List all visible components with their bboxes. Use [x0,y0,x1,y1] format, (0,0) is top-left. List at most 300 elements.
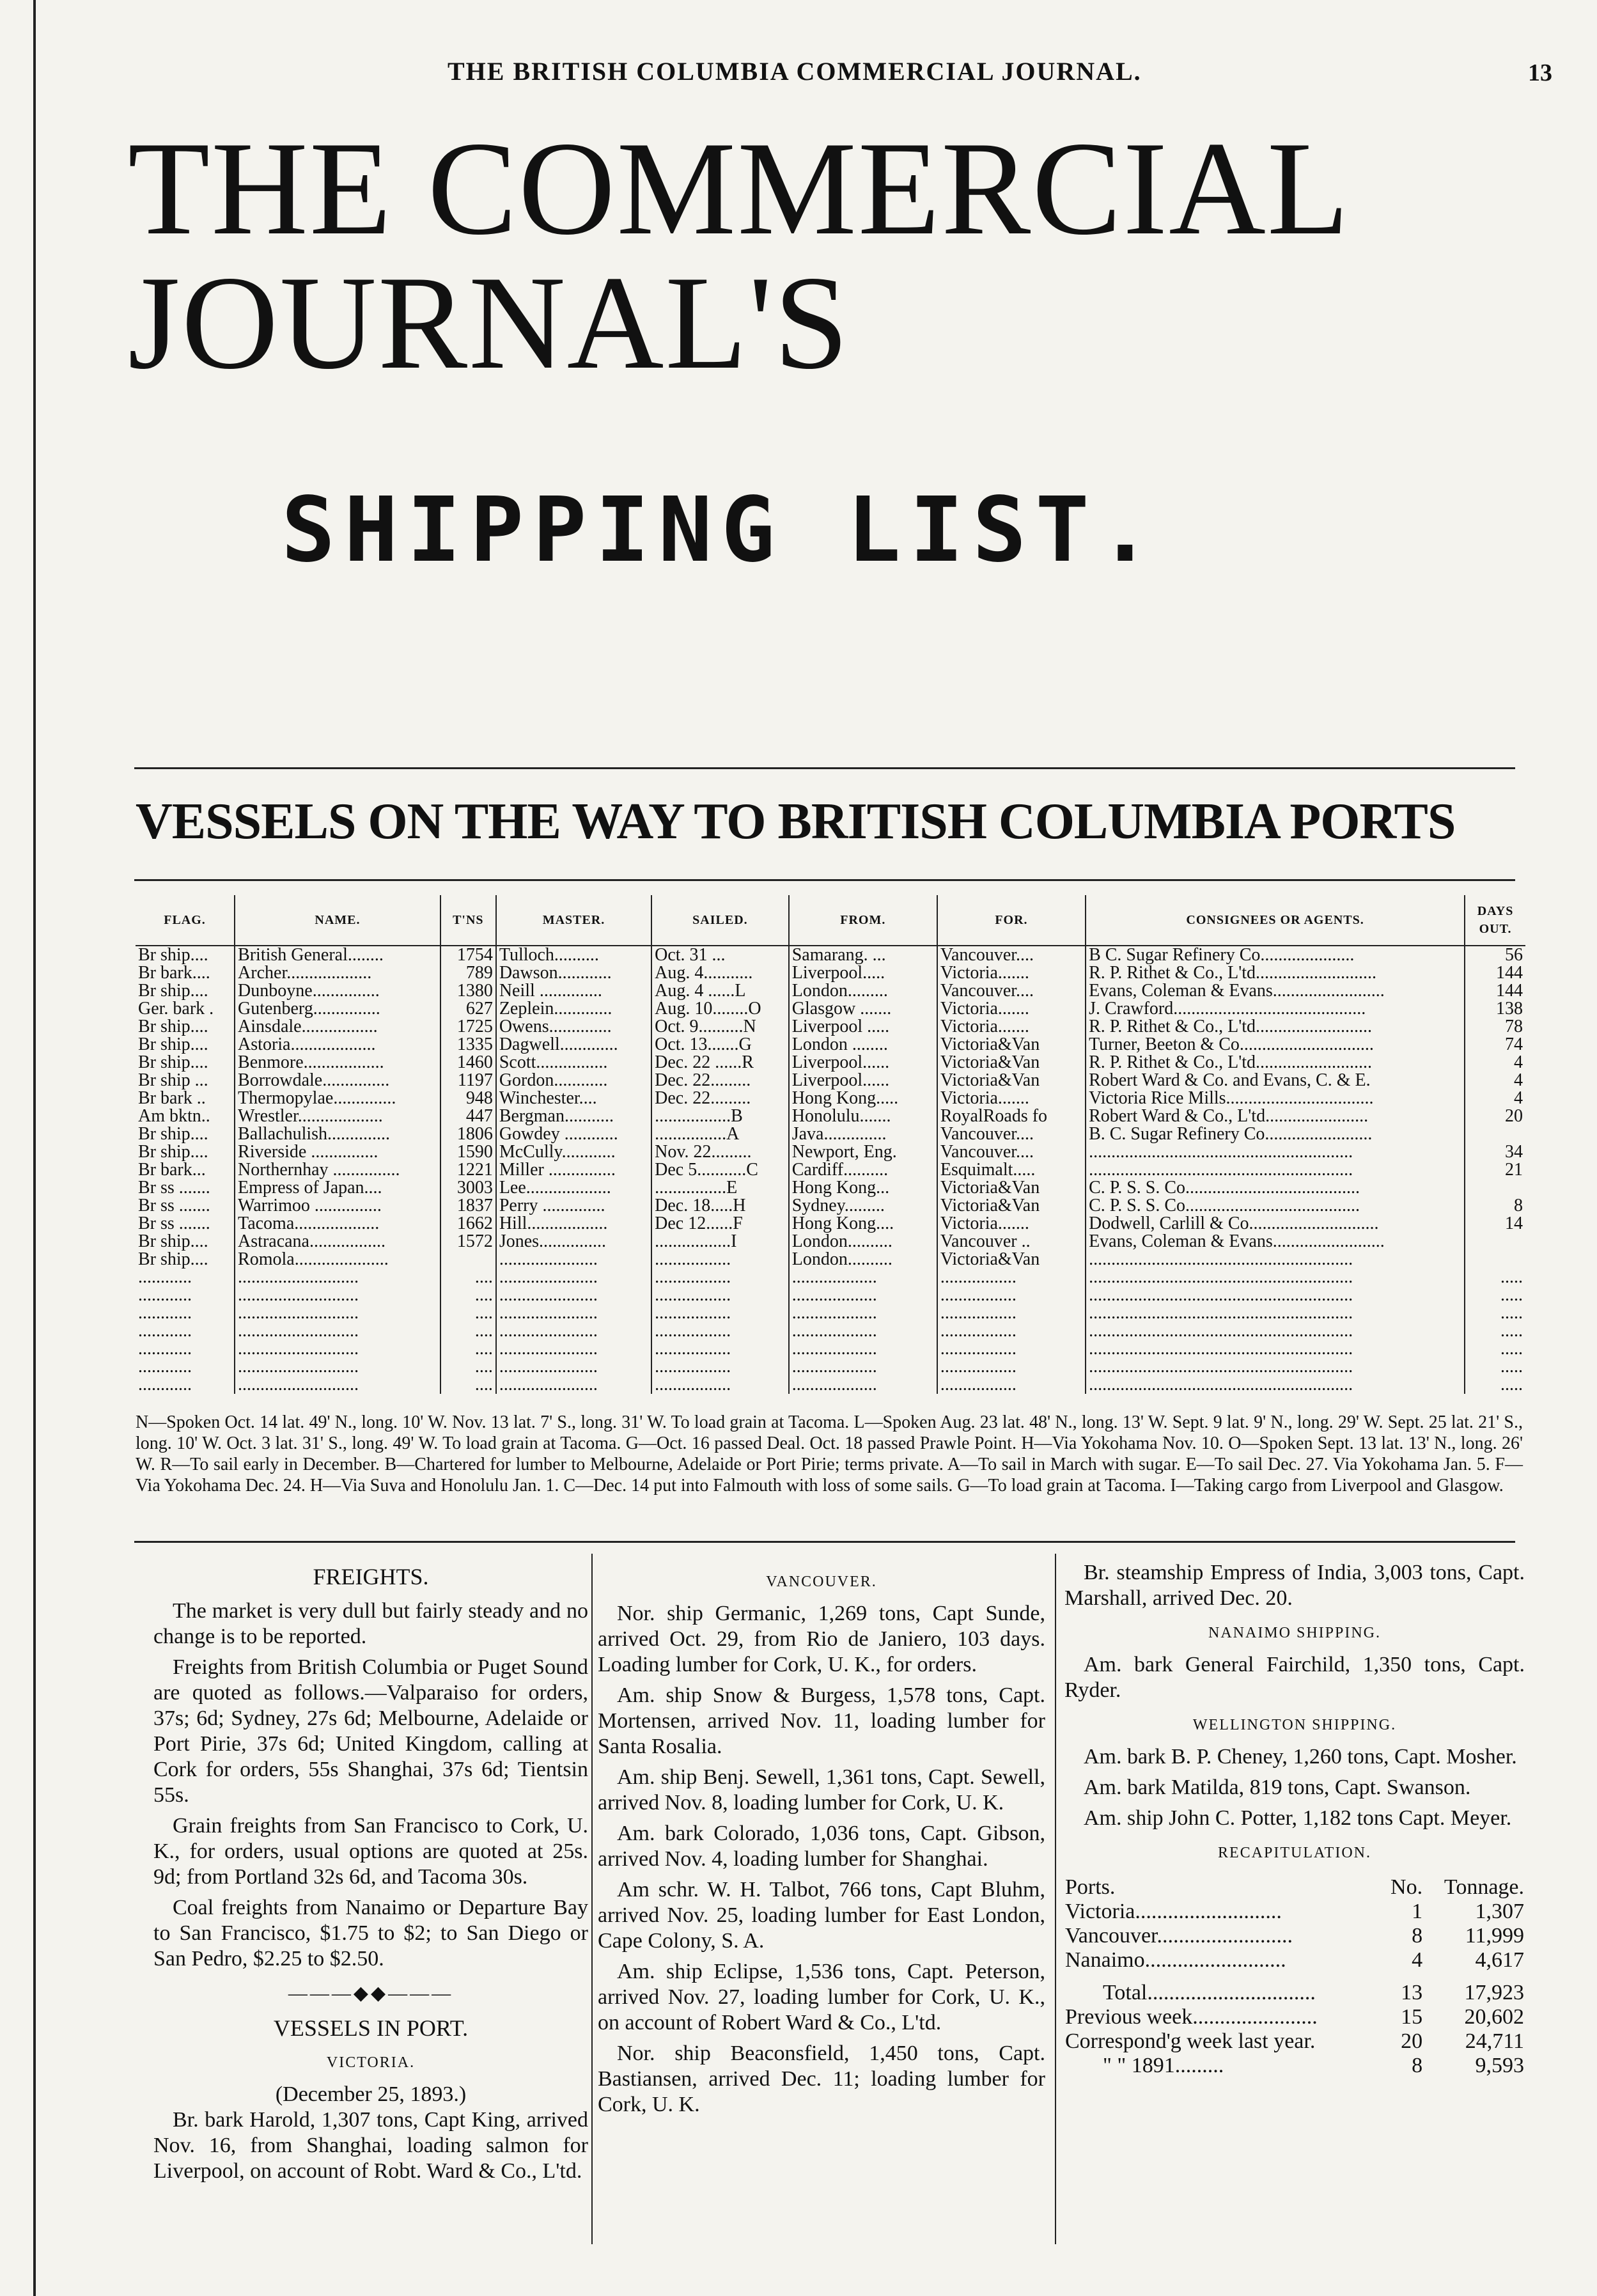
vessel-master: Gowdey ............ [496,1125,651,1143]
vessel-name: ........................... [235,1358,440,1376]
vessel-flag: ............ [138,1340,192,1358]
vessel-consignees: Evans, Coleman & Evans......................... [1086,982,1465,1000]
vessel-tons: 1572 [440,1233,496,1251]
vessel-master: Owens.............. [496,1018,651,1036]
vessel-sailed: ................. [651,1286,789,1304]
vessel-for: Vancouver .. [937,1233,1086,1251]
recap-tonnage: 4,617 [1475,1948,1524,1972]
recap-total-count: 20 [1401,2029,1423,2053]
vessel-tons: 948 [440,1089,496,1107]
recap-total-count: 8 [1412,2054,1423,2077]
vessel-flag: ............ [138,1322,192,1340]
vessels-header-row [136,895,1525,946]
vessel-row [136,982,1525,1000]
vessel-master: Neill .............. [496,982,651,1000]
vessel-master: Gordon............ [496,1072,651,1089]
vessel-tons: 1197 [440,1072,496,1089]
vessel-flag: Br ss ....... [138,1197,210,1215]
main-title: THE COMMERCIAL JOURNAL'S [128,114,1346,397]
vessel-master: Miller ............... [496,1161,651,1179]
vessel-days-out: ..... [1465,1358,1525,1376]
column-header: CONSIGNEES OR AGENTS. [1086,895,1465,946]
column-one [153,1560,588,2189]
vessel-master: Lee................... [496,1179,651,1197]
vessel-name: Archer................... [235,964,440,982]
vessel-master: ...................... [496,1269,651,1286]
vessel-master: ...................... [496,1376,651,1394]
recap-total-label: Total............................... [1103,1981,1316,2004]
vessel-flag: ............ [138,1286,192,1304]
recap-count: 8 [1412,1924,1423,1948]
vessel-consignees: B C. Sugar Refinery Co..................... [1086,946,1465,964]
column-separator [591,1554,593,2244]
vessel-consignees: Evans, Coleman & Evans......................... [1086,1233,1465,1251]
vessel-for: Victoria....... [937,964,1086,982]
in-port-date: (December 25, 1893.) [275,2082,467,2106]
recap-total-row [1064,2054,1525,2078]
vessel-consignees: R. P. Rithet & Co., L'td.......................... [1086,1054,1465,1072]
vessel-days-out: ..... [1465,1269,1525,1286]
vessel-for: RoyalRoads fo [937,1107,1086,1125]
recap-port: Victoria........................... [1065,1900,1282,1923]
recap-total-tonnage: 24,711 [1465,2029,1524,2053]
vessel-name: Northernhay ............... [235,1161,440,1179]
vessel-days-out: ..... [1465,1322,1525,1340]
recap-total-row [1064,2005,1525,2029]
vessel-consignees: C. P. S. S. Co....................................... [1086,1197,1465,1215]
vessel-name: Tacoma................... [235,1215,440,1233]
vessel-from: Hong Kong... [789,1179,937,1197]
vessel-consignees: Robert Ward & Co., L'td....................... [1086,1107,1465,1125]
vessel-name: Dunboyne............... [235,982,440,1000]
vessel-tons: 1837 [440,1197,496,1215]
recap-port: Vancouver......................... [1065,1924,1293,1948]
vancouver-entry: Nor. ship Beaconsfield, 1,450 tons, Capt. Bastiansen, arrived Dec. 11; loading lumber for Cork, U. K. [598,2042,1045,2116]
vessel-name: Romola..................... [235,1251,440,1269]
vessel-consignees: ........................................................... [1086,1376,1465,1394]
vessel-name: ........................... [235,1340,440,1358]
vessel-row [136,1054,1525,1072]
vessel-name: Benmore.................. [235,1054,440,1072]
vessel-tons: 1380 [440,982,496,1000]
vessel-for: ................. [937,1358,1086,1376]
vessel-for: Vancouver.... [937,982,1086,1000]
vessel-consignees: ........................................................... [1086,1269,1465,1286]
vessel-tons: 1335 [440,1036,496,1054]
vessel-row [136,1000,1525,1018]
vessel-row [136,1018,1525,1036]
vessel-name: ........................... [235,1376,440,1394]
recap-tonnage: 11,999 [1465,1924,1524,1948]
vessel-name: Borrowdale............... [235,1072,440,1089]
vessel-sailed: Dec. 18.....H [651,1197,789,1215]
vessel-name: ........................... [235,1269,440,1286]
vessel-consignees: Robert Ward & Co. and Evans, C. & E. [1086,1072,1465,1089]
vessel-sailed: ................. [651,1340,789,1358]
vessel-for: Victoria....... [937,1089,1086,1107]
nanaimo-entry: Am. bark General Fairchild, 1,350 tons, Capt. Ryder. [1064,1653,1525,1702]
vessel-name: Wrestler................... [235,1107,440,1125]
vessel-days-out [1465,1251,1525,1269]
vessel-consignees: ........................................................... [1086,1304,1465,1322]
vessel-tons: .... [440,1286,496,1304]
vancouver-entry: Am schr. W. H. Talbot, 766 tons, Capt Bluhm, arrived Nov. 25, loading lumber for East London, Cape Colony, S. A. [598,1878,1045,1953]
vessel-sailed: ................. [651,1251,789,1269]
vessel-sailed: Dec. 22......... [651,1089,789,1107]
vessel-from: London ........ [789,1036,937,1054]
vessel-from: Hong Kong..... [789,1089,937,1107]
vessel-flag: Ger. bark . [138,1000,214,1018]
vessel-row [136,1143,1525,1161]
vessel-consignees: R. P. Rithet & Co., L'td........................... [1086,964,1465,982]
vancouver-entry: Br. steamship Empress of India, 3,003 tons, Capt. Marshall, arrived Dec. 20. [1064,1561,1525,1610]
vessel-sailed: Nov. 22......... [651,1143,789,1161]
vessel-from: Liverpool..... [789,964,937,982]
vessel-name: Ballachulish.............. [235,1125,440,1143]
vessel-from: Samarang. ... [789,946,937,964]
vessel-sailed: Dec 5...........C [651,1161,789,1179]
vessel-from: London......... [789,982,937,1000]
vessel-from: ................... [789,1358,937,1376]
vessel-tons: .... [440,1304,496,1322]
ornament-divider: ———◆◆——— [288,1983,454,2004]
recap-port: Nanaimo.......................... [1065,1948,1286,1972]
vessel-days-out: 21 [1465,1161,1525,1179]
vessel-sailed: Aug. 4........... [651,964,789,982]
wellington-entry: Am. bark B. P. Cheney, 1,260 tons, Capt. Mosher. [1084,1745,1517,1769]
vessel-row [136,1215,1525,1233]
recap-column-header: Ports. [1065,1875,1116,1899]
recap-row [1064,1948,1525,1972]
vessel-flag: Br bark.... [138,964,210,982]
recap-total-tonnage: 9,593 [1475,2054,1524,2077]
vessel-days-out: 8 [1465,1197,1525,1215]
recap-total-label: " " 1891......... [1103,2054,1224,2077]
recap-count: 4 [1412,1948,1423,1972]
column-three [1064,1560,1525,2078]
rule-under-vessels-title [134,879,1515,881]
vessel-master: Perry .............. [496,1197,651,1215]
vessel-row [136,1358,1525,1376]
vessel-consignees: ........................................................... [1086,1251,1465,1269]
vessel-flag: Br ship.... [138,1251,208,1269]
vessel-name: Warrimoo ............... [235,1197,440,1215]
freights-paragraph: Grain freights from San Francisco to Cork, U. K., for orders, usual options are quoted at 25s. 9d; from Portland 32s 6d, and Tacoma 30s. [153,1814,588,1889]
vessel-name: Empress of Japan.... [235,1179,440,1197]
vessel-for: Victoria&Van [937,1251,1086,1269]
vessel-tons: 1662 [440,1215,496,1233]
recap-table [1064,1872,1525,2078]
recap-tonnage: 1,307 [1475,1900,1524,1923]
recap-total-row [1064,2029,1525,2054]
vessel-sailed: Oct. 9..........N [651,1018,789,1036]
recap-header-row [1064,1872,1525,1900]
freights-paragraph: Coal freights from Nanaimo or Departure Bay to San Francisco, $1.75 to $2; to San Diego or San Pedro, $2.25 to $2.50. [153,1896,588,1971]
vessel-days-out: 20 [1465,1107,1525,1125]
vessel-for: Vancouver.... [937,946,1086,964]
vessel-tons: 3003 [440,1179,496,1197]
rule-top [134,767,1515,769]
vessel-flag: Br ship.... [138,1125,208,1143]
column-separator [1055,1554,1056,2244]
column-header: SAILED. [651,895,789,946]
vessel-from: ................... [789,1304,937,1322]
vessel-tons: .... [440,1269,496,1286]
vessel-name: Gutenberg............... [235,1000,440,1018]
in-port-heading: VESSELS IN PORT. [273,2015,469,2041]
page-edge-rule [33,0,36,2296]
vessel-master: Zeplein............. [496,1000,651,1018]
vessel-for: Victoria&Van [937,1036,1086,1054]
vessel-name: Ainsdale................. [235,1018,440,1036]
vessel-name: Riverside ............... [235,1143,440,1161]
column-header: FROM. [789,895,937,946]
vessel-master: Jones............... [496,1233,651,1251]
vessel-for: ................. [937,1286,1086,1304]
shipping-list-title: SHIPPING LIST. [281,478,1162,582]
vessel-tons: 1725 [440,1018,496,1036]
vessel-master: ...................... [496,1358,651,1376]
vessel-flag: Br bark... [138,1161,206,1179]
vessel-days-out: 34 [1465,1143,1525,1161]
vessel-master: ...................... [496,1304,651,1322]
vessel-tons: .... [440,1322,496,1340]
vessel-days-out: 4 [1465,1089,1525,1107]
vessel-consignees: R. P. Rithet & Co., L'td.......................... [1086,1018,1465,1036]
freights-paragraph: The market is very dull but fairly steady and no change is to be reported. [153,1599,588,1648]
vessel-sailed: ................. [651,1376,789,1394]
vessel-sailed: Oct. 13.......G [651,1036,789,1054]
vessel-for: Esquimalt..... [937,1161,1086,1179]
vessel-flag: Br ship.... [138,1233,208,1251]
vessel-tons: 1806 [440,1125,496,1143]
vessel-master: ...................... [496,1322,651,1340]
vessel-sailed: Aug. 10........O [651,1000,789,1018]
vessel-consignees: Turner, Beeton & Co.............................. [1086,1036,1465,1054]
vessel-days-out [1465,1125,1525,1143]
vessel-for: Victoria&Van [937,1179,1086,1197]
vessel-flag: Br ship.... [138,1054,208,1072]
vessel-row [136,1286,1525,1304]
vessel-flag: ............ [138,1269,192,1286]
vessel-flag: Br ship ... [138,1072,208,1089]
vessel-from: Glasgow ....... [789,1000,937,1018]
victoria-heading: VICTORIA. [326,2054,416,2071]
vessel-for: ................. [937,1269,1086,1286]
wellington-heading: WELLINGTON SHIPPING. [1192,1717,1397,1733]
recap-count: 1 [1412,1900,1423,1923]
vessel-sailed: .................I [651,1233,789,1251]
vessel-consignees: ........................................................... [1086,1286,1465,1304]
rule-above-columns [134,1541,1515,1543]
vessel-master: Dawson............ [496,964,651,982]
column-header: FOR. [937,895,1086,946]
recap-total-label: Previous week....................... [1065,2005,1318,2029]
vessel-days-out: 78 [1465,1018,1525,1036]
vessel-from: ................... [789,1322,937,1340]
vessel-tons: 1221 [440,1161,496,1179]
vessel-consignees: ........................................................... [1086,1340,1465,1358]
vessel-from: Honolulu....... [789,1107,937,1125]
vessel-tons [440,1251,496,1269]
vessel-from: London.......... [789,1233,937,1251]
vessel-row [136,1179,1525,1197]
vessel-from: Liverpool...... [789,1072,937,1089]
vessel-flag: Br ss ....... [138,1215,210,1233]
vessel-sailed: Dec. 22......... [651,1072,789,1089]
column-header: FLAG. [136,895,235,946]
column-header: NAME. [235,895,440,946]
vancouver-entry: Am. bark Colorado, 1,036 tons, Capt. Gibson, arrived Nov. 4, loading lumber for Shanghai. [598,1822,1045,1871]
vessel-master: Winchester.... [496,1089,651,1107]
vessel-flag: ............ [138,1358,192,1376]
vessel-sailed: Dec 12......F [651,1215,789,1233]
vessel-row [136,1197,1525,1215]
vancouver-heading: VANCOUVER. [766,1574,877,1590]
vessel-days-out: ..... [1465,1376,1525,1394]
column-header: MASTER. [496,895,651,946]
victoria-entry: Br. bark Harold, 1,307 tons, Capt King, arrived Nov. 16, from Shanghai, loading salmon for Liverpool, on account of Robt. Ward & Co., L'td. [153,2108,588,2183]
vessel-row [136,1322,1525,1340]
vessel-days-out: 14 [1465,1215,1525,1233]
vessel-master: Hill.................. [496,1215,651,1233]
vessel-from: Cardiff.......... [789,1161,937,1179]
vessel-days-out: 144 [1465,964,1525,982]
vessel-flag: Br bark .. [138,1089,206,1107]
vessels-title: VESSELS ON THE WAY TO BRITISH COLUMBIA PORTS [136,793,1456,850]
vessel-consignees: ........................................................... [1086,1322,1465,1340]
vessels-footnotes: N—Spoken Oct. 14 lat. 49' N., long. 10' W. Nov. 13 lat. 7' S., long. 31' W. To load grain at Tacoma. L—Spoken Aug. 23 lat. 48' N., long. 13' W. Sept. 9 lat. 9' N., long. 29' W. Sept. 25 lat. 21' S., long. 10' W. Oct. 3 lat. 31' S., long. 49' W. To load grain at Tacoma. G—Oct. 16 passed Deal. Oct. 18 passed Prawle Point. H—Via Yokohama Nov. 10. O—Spoken Sept. 13 lat. 13' N., long. 26' W. R—To sail early in December. B—Chartered for lumber to Melbourne, Adelaide or Port Pirie; terms private. A—To sail in March with sugar. E—To sail Dec. 27. Via Yokohama Jan. 5. F—Via Yokohama Dec. 24. H—Via Suva and Honolulu Jan. 1. C—Dec. 14 put into Falmouth with loss of some sails. G—To load grain at Tacoma. I—Taking cargo from Liverpool and Glasgow. [136,1412,1523,1496]
vessel-consignees: B. C. Sugar Refinery Co........................ [1086,1125,1465,1143]
vessel-from: Sydney......... [789,1197,937,1215]
vessel-tons: .... [440,1340,496,1358]
vessel-days-out [1465,1179,1525,1197]
vessel-flag: Br ship.... [138,982,208,1000]
vessel-consignees: J. Crawford........................................... [1086,1000,1465,1018]
vessel-from: Java.............. [789,1125,937,1143]
vessel-consignees: C. P. S. S. Co....................................... [1086,1179,1465,1197]
vessel-tons: 1590 [440,1143,496,1161]
vessel-for: Victoria&Van [937,1197,1086,1215]
vessel-tons: 789 [440,964,496,982]
vessel-consignees: ........................................................... [1086,1143,1465,1161]
vessel-sailed: ................. [651,1269,789,1286]
vessel-consignees: Victoria Rice Mills................................. [1086,1089,1465,1107]
recap-row [1064,1924,1525,1948]
vessel-from: ................... [789,1340,937,1358]
wellington-entry: Am. bark Matilda, 819 tons, Capt. Swanson. [1084,1776,1471,1799]
vessel-for: Victoria&Van [937,1054,1086,1072]
vessel-row [136,946,1525,964]
vessel-row [136,1036,1525,1054]
vessels-table-body [136,946,1525,1394]
vessel-consignees: Dodwell, Carlill & Co............................. [1086,1215,1465,1233]
vessels-table [136,895,1525,1394]
vessel-master: McCully............ [496,1143,651,1161]
vessel-name: Astracana................. [235,1233,440,1251]
vessel-days-out: 138 [1465,1000,1525,1018]
vessel-row [136,1125,1525,1143]
vessel-name: ........................... [235,1286,440,1304]
page-number: 13 [1528,59,1552,86]
recap-total-row [1064,1972,1525,2005]
vessel-row [136,1251,1525,1269]
vessel-for: Victoria....... [937,1018,1086,1036]
vessel-for: Victoria&Van [937,1072,1086,1089]
vessel-master: Tulloch.......... [496,946,651,964]
nanaimo-heading: NANAIMO SHIPPING. [1208,1625,1381,1641]
vessel-from: ................... [789,1376,937,1394]
vessel-sailed: Aug. 4 ......L [651,982,789,1000]
vessel-name: Astoria................... [235,1036,440,1054]
vessel-row [136,1161,1525,1179]
vessel-row [136,1107,1525,1125]
vessel-sailed: ................. [651,1358,789,1376]
vessel-consignees: ........................................................... [1086,1161,1465,1179]
vancouver-entry: Am. ship Benj. Sewell, 1,361 tons, Capt. Sewell, arrived Nov. 8, loading lumber for Cork, U. K. [598,1765,1045,1815]
recap-total-label: Correspond'g week last year. [1065,2029,1316,2053]
vessel-sailed: .................B [651,1107,789,1125]
vancouver-entry: Am. ship Eclipse, 1,536 tons, Capt. Peterson, arrived Nov. 27, loading lumber for Cork, U. K., on account of Robert Ward & Co., L'td. [598,1960,1045,2034]
vessel-from: Newport, Eng. [789,1143,937,1161]
wellington-entry: Am. ship John C. Potter, 1,182 tons Capt. Meyer. [1084,1806,1512,1830]
vessel-from: ................... [789,1286,937,1304]
column-two [598,1560,1045,2123]
vessel-consignees: ........................................................... [1086,1358,1465,1376]
vessel-for: Vancouver.... [937,1143,1086,1161]
vessel-flag: ............ [138,1304,192,1322]
vessel-master: ...................... [496,1340,651,1358]
vessel-sailed: ................. [651,1322,789,1340]
vessel-days-out: ..... [1465,1286,1525,1304]
vessel-days-out: 144 [1465,982,1525,1000]
recap-row [1064,1900,1525,1924]
vessel-name: Thermopylae.............. [235,1089,440,1107]
vessel-tons: 447 [440,1107,496,1125]
vessel-master: Dagwell............. [496,1036,651,1054]
recap-column-header: Tonnage. [1444,1875,1524,1899]
vessel-sailed: ................. [651,1304,789,1322]
vessel-flag: Br ship.... [138,1036,208,1054]
vessel-master: Scott................ [496,1054,651,1072]
vessel-for: ................. [937,1340,1086,1358]
vessel-name: British General........ [235,946,440,964]
vessel-row [136,1269,1525,1286]
vessel-row [136,1340,1525,1358]
vessel-tons: .... [440,1376,496,1394]
vessel-days-out [1465,1233,1525,1251]
recap-column-header: No. [1391,1875,1423,1899]
vessel-from: Liverpool ..... [789,1018,937,1036]
vessel-for: ................. [937,1322,1086,1340]
recap-total-count: 13 [1401,1981,1423,2004]
vessel-tons: .... [440,1358,496,1376]
vessel-from: ................... [789,1269,937,1286]
vessel-row [136,1089,1525,1107]
vessel-row [136,1304,1525,1322]
vessel-master: Bergman........... [496,1107,651,1125]
column-header: T'NS [440,895,496,946]
vessel-days-out: 74 [1465,1036,1525,1054]
vessel-days-out: 4 [1465,1072,1525,1089]
vessel-master: ...................... [496,1286,651,1304]
vessel-sailed: ................E [651,1179,789,1197]
vessel-row [136,1072,1525,1089]
vancouver-entry: Am. ship Snow & Burgess, 1,578 tons, Capt. Mortensen, arrived Nov. 11, loading lumber for Santa Rosalia. [598,1683,1045,1758]
vessel-row [136,1376,1525,1394]
vessel-flag: Br ship.... [138,946,208,964]
vessel-days-out: 56 [1465,946,1525,964]
